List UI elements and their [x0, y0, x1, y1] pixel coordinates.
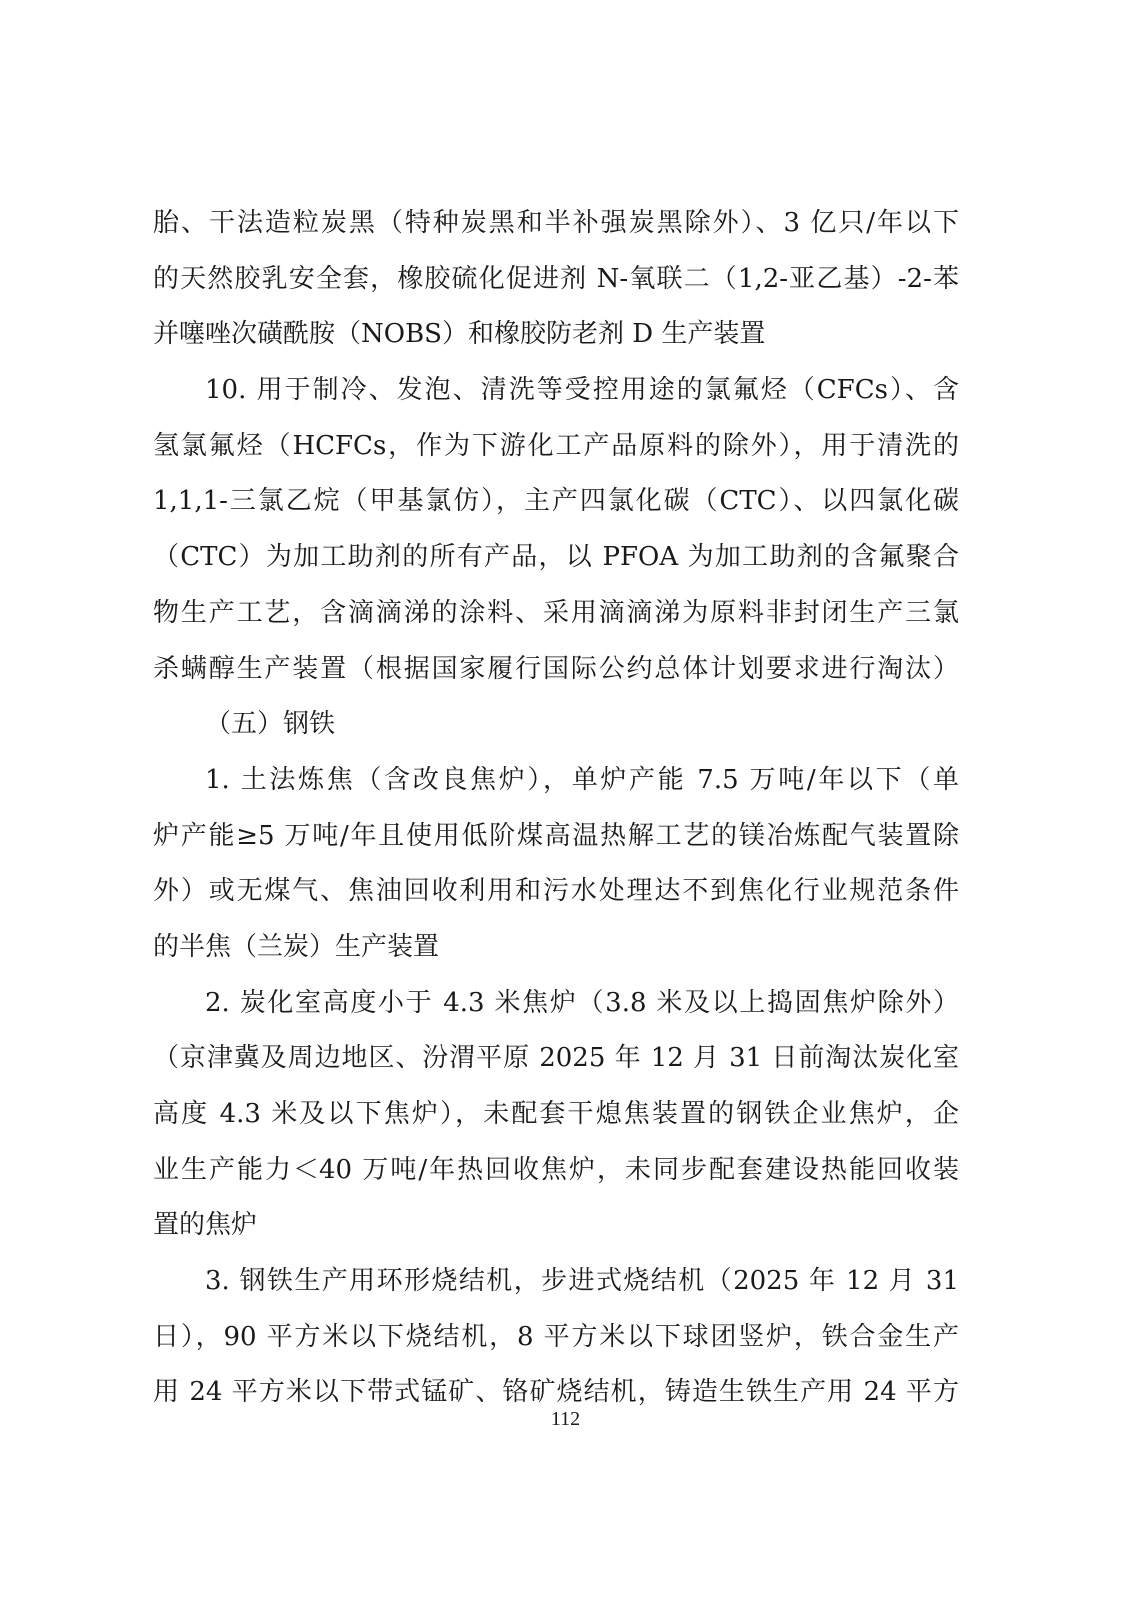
text-line: 高度 4.3 米及以下焦炉），未配套干熄焦装置的钢铁企业焦炉，企 — [153, 1099, 959, 1129]
text-line: 用 24 平方米以下带式锰矿、铬矿烧结机，铸造生铁生产用 24 平方 — [153, 1377, 959, 1408]
text-line: 日），90 平方米以下烧结机，8 平方米以下球团竖炉，铁合金生产 — [153, 1321, 959, 1352]
text-line: 业生产能力＜40 万吨/年热回收焦炉，未同步配套建设热能回收装 — [153, 1154, 959, 1185]
text-line: 10. 用于制冷、发泡、清洗等受控用途的氯氟烃（CFCs）、含 — [205, 375, 959, 406]
text-line: 并噻唑次磺酰胺（NOBS）和橡胶防老剂 D 生产装置 — [153, 319, 766, 350]
text-line: 2. 炭化室高度小于 4.3 米焦炉（3.8 米及以上捣固焦炉除外） — [205, 987, 959, 1018]
text-line: 氢氯氟烃（HCFCs，作为下游化工产品原料的除外），用于清洗的 — [153, 430, 959, 461]
body-text — [153, 196, 959, 1421]
text-line: （京津冀及周边地区、汾渭平原 2025 年 12 月 31 日前淘汰炭化室 — [153, 1043, 959, 1074]
text-line: 置的焦炉 — [153, 1210, 258, 1241]
text-line: 外）或无煤气、焦油回收利用和污水处理达不到焦化行业规范条件 — [153, 876, 959, 907]
text-line: 物生产工艺，含滴滴涕的涂料、采用滴滴涕为原料非封闭生产三氯 — [153, 597, 959, 628]
text-line: 炉产能≥5 万吨/年且使用低阶煤高温热解工艺的镁冶炼配气装置除 — [153, 820, 959, 851]
text-line: 3. 钢铁生产用环形烧结机，步进式烧结机（2025 年 12 月 31 — [205, 1266, 959, 1297]
text-line: 的半焦（兰炭）生产装置 — [153, 931, 440, 962]
page-number: 112 — [550, 1408, 581, 1430]
text-line: （CTC）为加工助剂的所有产品，以 PFOA 为加工助剂的含氟聚合 — [153, 542, 959, 573]
text-line: 的天然胶乳安全套，橡胶硫化促进剂 N-氧联二（1,2-亚乙基）-2-苯 — [153, 263, 959, 294]
text-line: 杀螨醇生产装置（根据国家履行国际公约总体计划要求进行淘汰） — [153, 653, 959, 684]
text-line: 1,1,1-三氯乙烷（甲基氯仿），主产四氯化碳（CTC）、以四氯化碳 — [153, 486, 959, 517]
text-line: （五）钢铁 — [205, 709, 336, 740]
text-line: 1. 土法炼焦（含改良焦炉），单炉产能 7.5 万吨/年以下（单 — [205, 764, 959, 795]
text-line: 胎、干法造粒炭黑（特种炭黑和半补强炭黑除外）、3 亿只/年以下 — [153, 208, 959, 238]
